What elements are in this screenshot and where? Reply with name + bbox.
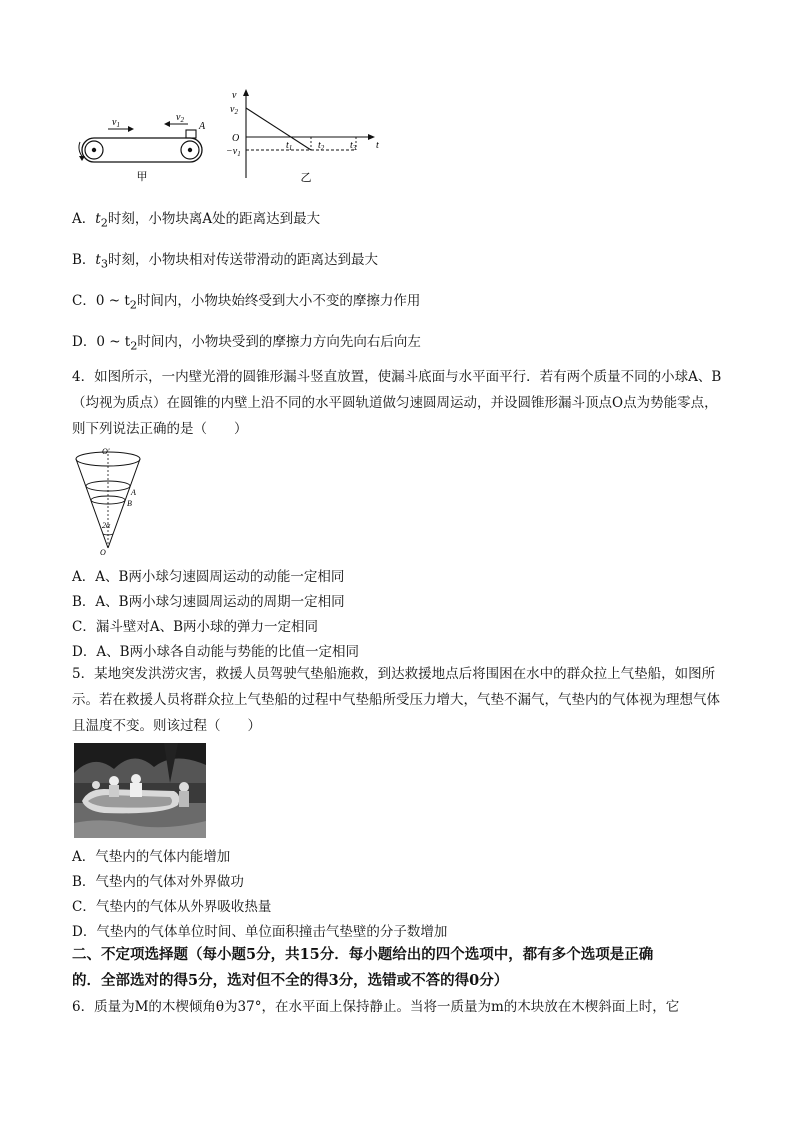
point-a-label: A bbox=[199, 121, 206, 132]
cone-angle-label: 2α bbox=[102, 521, 111, 530]
axis-t-label: t bbox=[376, 140, 379, 151]
q3-option-d: D．0 ~ $t_2$时间内，小物块受到的摩擦力方向先向右后向左 bbox=[72, 334, 421, 353]
v2-label: $v_2$ bbox=[176, 112, 184, 124]
q6-stem: 6．质量为M的木楔倾角θ为37°，在水平面上保持静止。当将一质量为m的木块放在木楔斜面上时，它 bbox=[72, 999, 680, 1015]
v2-axis-label: $v_2$ bbox=[230, 104, 238, 116]
cone-b-label: B bbox=[127, 499, 132, 508]
q5-stem: 5．某地突发洪涝灾害，救援人员驾驶气垫船施救，到达救援地点后将围困在水中的群众拉上气垫船，如图所示。若在救援人员将群众拉上气垫船的过程中气垫船所受压力增大，气垫不漏气，气垫内的气体视为理想气体且温度不变。则该过程（ ） bbox=[72, 666, 720, 734]
velocity-line bbox=[246, 108, 311, 150]
t2-label: $t_2$ bbox=[318, 140, 325, 152]
q4-stem: 4．如图所示，一内壁光滑的圆锥形漏斗竖直放置，使漏斗底面与水平面平行．若有两个质量不同的小球A、B（均视为质点）在圆锥的内壁上沿不同的水平圆轨道做匀速圆周运动，并设圆锥形漏斗顶点O点为势能零点，则下列说法正确的是（ ） bbox=[72, 369, 722, 437]
cone-apex-label: O bbox=[100, 548, 106, 556]
cone-a-label: A bbox=[131, 488, 136, 497]
v1-label: $v_1$ bbox=[112, 117, 120, 129]
caption-jia: 甲 bbox=[136, 171, 148, 183]
origin-label: O bbox=[232, 133, 240, 144]
t1-label: $t_1$ bbox=[286, 140, 293, 152]
section-2-heading-line1: 二、不定项选择题（每小题5分，共15分．每小题给出的四个选项中，都有多个选项是正确 bbox=[72, 946, 654, 963]
cone-top-label: O′ bbox=[102, 448, 110, 456]
q5-option-a: A．气垫内的气体内能增加 bbox=[72, 849, 231, 865]
neg-v1-label: $-v_1$ bbox=[226, 146, 241, 158]
q4-option-c: C．漏斗壁对A、B两小球的弹力一定相同 bbox=[72, 619, 318, 635]
q4-cone-figure bbox=[72, 448, 154, 556]
q5-option-c: C．气垫内的气体从外界吸收热量 bbox=[72, 899, 272, 915]
q3-option-c: C．0 ~ $t_2$时间内，小物块始终受到大小不变的摩擦力作用 bbox=[72, 293, 421, 312]
q4-option-a: A．A、B两小球匀速圆周运动的动能一定相同 bbox=[72, 569, 345, 585]
section-2-heading-line2: 的．全部选对的得5分，选对但不全的得3分，选错或不答的得0分） bbox=[72, 972, 509, 989]
t3-label: $t_3$ bbox=[350, 140, 357, 152]
q4-option-d: D．A、B两小球各自动能与势能的比值一定相同 bbox=[72, 644, 359, 660]
block-a bbox=[186, 130, 196, 138]
q3-option-a: A．$t_2$时刻，小物块离A处的距离达到最大 bbox=[72, 211, 321, 230]
caption-yi: 乙 bbox=[300, 172, 312, 184]
q3-option-b: B．$t_3$时刻，小物块相对传送带滑动的距离达到最大 bbox=[72, 252, 379, 271]
q5-option-d: D．气垫内的气体单位时间、单位面积撞击气垫壁的分子数增加 bbox=[72, 924, 448, 940]
axis-v-label: v bbox=[232, 90, 237, 101]
hovercraft-rescue-photo bbox=[74, 743, 206, 838]
figure-jia-conveyor bbox=[72, 112, 222, 184]
q5-option-b: B．气垫内的气体对外界做功 bbox=[72, 874, 244, 890]
q4-option-b: B．A、B两小球匀速圆周运动的周期一定相同 bbox=[72, 594, 345, 610]
figure-yi-vt-graph bbox=[226, 88, 386, 184]
